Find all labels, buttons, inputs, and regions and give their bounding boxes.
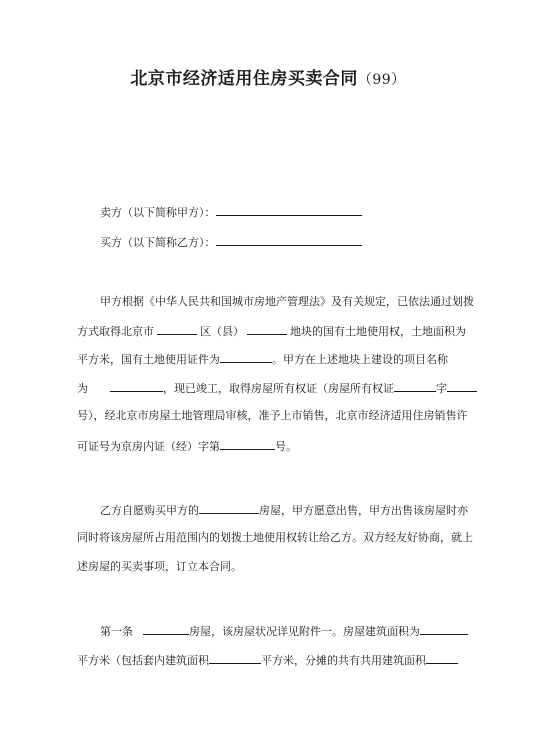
title-suffix: （99） [357,72,406,88]
land-cert-blank[interactable] [220,351,272,363]
document-title [0,64,536,89]
para1-line1: 甲方根据《中华人民共和国城市房地产管理法》及有关规定，已依法通过划拨 [100,295,474,308]
article1-property-blank[interactable] [143,623,189,635]
para1-line2: 方式取得北京市 区（县） 地块的国有土地使用权，土地面积为 [77,325,466,338]
buyer-line [100,234,362,250]
seller-label: 卖方（以下简称甲方）： [100,206,216,219]
project-name-blank[interactable] [110,380,163,392]
inner-area-blank[interactable] [209,652,261,664]
seller-line [100,204,362,220]
article1-line1: 第一条 房屋，该房屋状况详见附件一。房屋建筑面积为 [100,623,468,639]
ownership-cert-no-blank[interactable] [447,380,477,392]
district-blank[interactable] [157,323,197,335]
property-blank[interactable] [199,502,259,514]
building-area-blank[interactable] [420,623,468,635]
para1-line3: 平方米，国有土地使用证件为 。甲方在上述地块上建设的项目名称 [77,353,448,366]
article1-line2: 平方米（包括套内建筑面积 平方米，分摊的共有共用建筑面积 [77,652,458,668]
title-main: 北京市经济适用住房买卖合同 [130,69,358,89]
para2-line3: 述房屋的买卖事项，订立本合同。 [77,560,242,573]
sales-permit-blank[interactable] [220,438,275,450]
ownership-cert-blank[interactable] [394,380,436,392]
para2-line2: 同时将该房屋所占用范围内的划拨土地使用权转让给乙方。双方经友好协商，就上 [77,531,473,544]
para1-line4: 为 ，现已竣工，取得房屋所有权证（房屋所有权证 字 [77,380,477,396]
plot-blank[interactable] [247,323,287,335]
article1-heading: 第一条 [100,625,133,638]
shared-area-blank[interactable] [426,652,458,664]
seller-blank[interactable] [216,204,362,216]
para1-line5: 号），经北京市房屋土地管理局审核，准予上市销售，北京市经济适用住房销售许 [77,409,468,422]
buyer-blank[interactable] [216,234,362,246]
para2-line1: 乙方自愿购买甲方的 房屋，甲方愿意出售，甲方出售该房屋时亦 [100,504,468,517]
para1-line6: 可证号为京房内证（经）字第 号。 [77,440,297,453]
buyer-label: 买方（以下简称乙方）： [100,236,216,249]
